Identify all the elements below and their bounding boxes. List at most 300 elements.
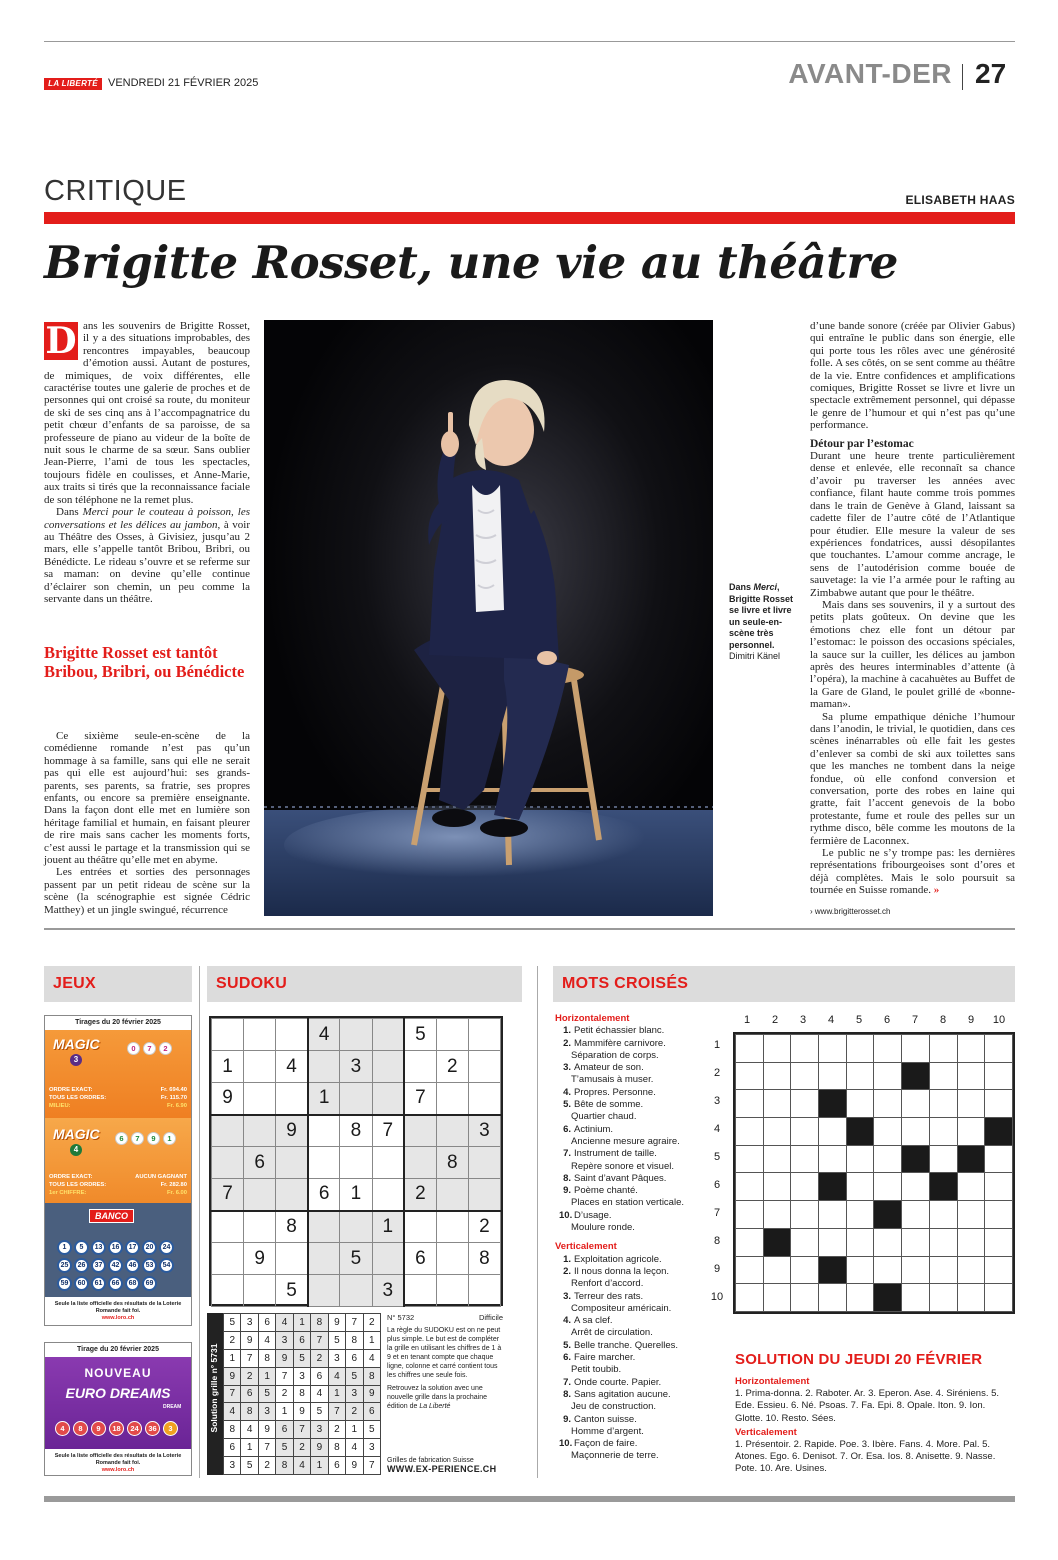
- sudoku-cell[interactable]: [372, 1083, 404, 1115]
- solution-cell: 1: [346, 1421, 363, 1439]
- clue-text: Propres. Personne.: [574, 1086, 656, 1098]
- lottery-ball: 18: [109, 1421, 124, 1436]
- lottery-ball: 9: [147, 1132, 160, 1145]
- crossword-cell[interactable]: [957, 1035, 985, 1063]
- sudoku-cell[interactable]: [436, 1211, 468, 1243]
- sudoku-cell[interactable]: [468, 1275, 500, 1307]
- clue-text: Maçonnerie de terre.: [571, 1450, 659, 1462]
- sudoku-cell[interactable]: 9: [276, 1115, 308, 1147]
- clue-number: 6.: [563, 1352, 571, 1364]
- sudoku-cell[interactable]: 7: [372, 1115, 404, 1147]
- sudoku-grid[interactable]: [209, 1016, 503, 1306]
- clue-text: Canton suisse.: [574, 1413, 637, 1425]
- crossword-cell[interactable]: [736, 1201, 764, 1229]
- sudoku-cell[interactable]: [244, 1115, 276, 1147]
- solution-cell: 3: [346, 1385, 363, 1403]
- crossword-cell[interactable]: [846, 1284, 874, 1312]
- clue-number: 7.: [563, 1148, 571, 1160]
- crossword-cell[interactable]: [874, 1145, 902, 1173]
- crossword-cell[interactable]: [819, 1035, 847, 1063]
- clue-text: Repère sonore et visuel.: [571, 1160, 674, 1172]
- crossword-cell[interactable]: [929, 1035, 957, 1063]
- crossword-cell[interactable]: [819, 1062, 847, 1090]
- clue: [555, 1062, 705, 1074]
- sudoku-cell[interactable]: [436, 1083, 468, 1115]
- sudoku-cell[interactable]: [340, 1275, 372, 1307]
- clue: [555, 1352, 705, 1364]
- clue-text: Belle tranche. Querelles.: [574, 1339, 679, 1351]
- crossword-cell[interactable]: [874, 1256, 902, 1284]
- crossword-cell[interactable]: [929, 1256, 957, 1284]
- lottery-ball: 7: [143, 1042, 156, 1055]
- clue-text: Moulure ronde.: [571, 1222, 635, 1234]
- crossword-cell[interactable]: [985, 1173, 1013, 1201]
- crossword-cell[interactable]: [985, 1201, 1013, 1229]
- crossword-cell[interactable]: [763, 1173, 791, 1201]
- sudoku-cell[interactable]: [372, 1019, 404, 1051]
- crossword-cell[interactable]: [846, 1062, 874, 1090]
- crossword-cell[interactable]: [957, 1201, 985, 1229]
- sudoku-cell[interactable]: 2: [436, 1051, 468, 1083]
- sudoku-cell[interactable]: [244, 1275, 276, 1307]
- sudoku-cell[interactable]: [436, 1019, 468, 1051]
- solution-cell: 2: [311, 1349, 328, 1367]
- sudoku-cell[interactable]: 1: [308, 1083, 340, 1115]
- crossword-cell[interactable]: [819, 1201, 847, 1229]
- nouveau-label: NOUVEAU: [84, 1366, 152, 1380]
- prize-row: 1er CHIFFRE: Fr. 6.00: [49, 1190, 187, 1196]
- sudoku-cell[interactable]: [436, 1243, 468, 1275]
- crossword-cell[interactable]: [902, 1228, 930, 1256]
- crossword-cell[interactable]: [736, 1256, 764, 1284]
- crossword-cell[interactable]: [819, 1228, 847, 1256]
- solution-cell: 1: [363, 1331, 381, 1349]
- sudoku-retrouvez: Retrouvez la solution avec une nouvelle grille dans la prochaine édition de La Liberté: [387, 1385, 488, 1410]
- solution-cell: 5: [258, 1385, 275, 1403]
- sudoku-cell[interactable]: [244, 1211, 276, 1243]
- sudoku-cell[interactable]: [468, 1051, 500, 1083]
- sudoku-cell[interactable]: [276, 1147, 308, 1179]
- crossword-black-cell: [874, 1201, 902, 1229]
- crossword-cell[interactable]: [736, 1284, 764, 1312]
- crossword-cell[interactable]: [957, 1256, 985, 1284]
- crossword-cell[interactable]: [791, 1118, 819, 1146]
- solution-cell: 8: [276, 1457, 293, 1475]
- crossword-cell[interactable]: [874, 1035, 902, 1063]
- solution-cell: 6: [363, 1403, 381, 1421]
- sudoku-cell[interactable]: 1: [340, 1179, 372, 1211]
- crossword-cell[interactable]: [763, 1145, 791, 1173]
- crossword-cell[interactable]: [902, 1035, 930, 1063]
- clue-number: 4.: [563, 1086, 571, 1098]
- sudoku-cell[interactable]: 4: [308, 1019, 340, 1051]
- sudoku-cell[interactable]: [212, 1243, 244, 1275]
- clue-number: 8.: [563, 1172, 571, 1184]
- crossword-cell[interactable]: [874, 1062, 902, 1090]
- crossword-cell[interactable]: [763, 1062, 791, 1090]
- article-column-1-bottom: [44, 730, 250, 916]
- sudoku-table: [211, 1018, 501, 1307]
- magic4-panel: [45, 1118, 191, 1203]
- crossword-cell[interactable]: [957, 1284, 985, 1312]
- solution-cell: 4: [258, 1331, 275, 1349]
- crossword-cell[interactable]: [902, 1173, 930, 1201]
- solution-cell: 2: [241, 1367, 258, 1385]
- crossword-cell[interactable]: [929, 1118, 957, 1146]
- sudoku-cell[interactable]: [244, 1179, 276, 1211]
- clue: [555, 1148, 705, 1160]
- solution-cell: 4: [363, 1349, 381, 1367]
- clue-text: Façon de faire.: [574, 1438, 638, 1450]
- clue: [555, 1210, 705, 1222]
- sudoku-cell[interactable]: [468, 1179, 500, 1211]
- crossword-cell[interactable]: [846, 1145, 874, 1173]
- crossword-cell[interactable]: [846, 1173, 874, 1201]
- row-number: 4: [713, 1123, 721, 1135]
- sudoku-cell[interactable]: 3: [372, 1275, 404, 1307]
- row-number: 8: [713, 1235, 721, 1247]
- solution-cell: 3: [224, 1457, 241, 1475]
- sudoku-cell[interactable]: 1: [372, 1211, 404, 1243]
- solution-cell: 8: [311, 1314, 328, 1332]
- sudoku-url[interactable]: WWW.EX-PERIENCE.CH: [387, 1464, 497, 1474]
- solution-row: [224, 1439, 381, 1457]
- clue-text: Quartier chaud.: [571, 1111, 637, 1123]
- sudoku-cell[interactable]: 4: [276, 1051, 308, 1083]
- crossword-cell[interactable]: [874, 1173, 902, 1201]
- crossword-cell[interactable]: [846, 1201, 874, 1229]
- sudoku-cell[interactable]: 3: [340, 1051, 372, 1083]
- solution-cell: 5: [363, 1421, 381, 1439]
- clue-text: Petit toubib.: [571, 1364, 622, 1376]
- lottery-disclaimer: Seule la liste officielle des résultats de la Loterie Romande fait foi. www.loro.ch: [45, 1297, 191, 1322]
- clue-text: Jeu de construction.: [571, 1401, 657, 1413]
- prize-row: MILIEU: Fr. 6.90: [49, 1103, 187, 1109]
- sudoku-cell[interactable]: [372, 1147, 404, 1179]
- crossword-black-cell: [819, 1173, 847, 1201]
- sudoku-cell[interactable]: [404, 1115, 436, 1147]
- sudoku-row: [212, 1243, 501, 1275]
- crossword-cell[interactable]: [736, 1145, 764, 1173]
- sudoku-cell[interactable]: [468, 1083, 500, 1115]
- sudoku-header: SUDOKU: [207, 966, 522, 1002]
- sudoku-cell[interactable]: 9: [212, 1083, 244, 1115]
- lottery-ball: 9: [91, 1421, 106, 1436]
- sudoku-cell[interactable]: 7: [212, 1179, 244, 1211]
- sudoku-cell[interactable]: [212, 1019, 244, 1051]
- crossword-cell[interactable]: [957, 1173, 985, 1201]
- page-number: 27: [975, 58, 1007, 89]
- magic3-prizes: [45, 1086, 191, 1110]
- crossword-row: [736, 1062, 1013, 1090]
- sudoku-cell[interactable]: [372, 1179, 404, 1211]
- crossword-cell[interactable]: [985, 1145, 1013, 1173]
- crossword-cell[interactable]: [819, 1118, 847, 1146]
- solution-row: [224, 1349, 381, 1367]
- crossword-cell[interactable]: [791, 1284, 819, 1312]
- sudoku-cell[interactable]: 6: [308, 1179, 340, 1211]
- sudoku-cell[interactable]: [340, 1147, 372, 1179]
- crossword-cell[interactable]: [902, 1201, 930, 1229]
- crossword-cell[interactable]: [763, 1201, 791, 1229]
- sudoku-cell[interactable]: 5: [340, 1243, 372, 1275]
- clue-number: 5.: [563, 1099, 571, 1111]
- crossword-cell[interactable]: [791, 1090, 819, 1118]
- crossword-cell[interactable]: [846, 1228, 874, 1256]
- crossword-cell[interactable]: [985, 1062, 1013, 1090]
- banco-ball: 24: [159, 1240, 174, 1255]
- crossword-cell[interactable]: [819, 1145, 847, 1173]
- crossword-cell[interactable]: [846, 1035, 874, 1063]
- sudoku-cell[interactable]: [212, 1211, 244, 1243]
- sudoku-cell[interactable]: [404, 1051, 436, 1083]
- article-subhead: Détour par l’estomac: [810, 437, 914, 450]
- clue: [555, 1185, 705, 1197]
- crossword-cell[interactable]: [929, 1284, 957, 1312]
- crossword-cell[interactable]: [957, 1062, 985, 1090]
- sudoku-cell[interactable]: [276, 1179, 308, 1211]
- crossword-cell[interactable]: [874, 1118, 902, 1146]
- solution-cell: 3: [258, 1403, 275, 1421]
- solution-cell: 6: [346, 1349, 363, 1367]
- sudoku-cell[interactable]: [468, 1147, 500, 1179]
- sudoku-cell[interactable]: [308, 1275, 340, 1307]
- crossword-cell[interactable]: [902, 1090, 930, 1118]
- solution-cell: 9: [293, 1403, 310, 1421]
- clue: [555, 1340, 705, 1352]
- solution-cell: 6: [258, 1314, 275, 1332]
- solution-cell: 4: [346, 1439, 363, 1457]
- crossword-cell[interactable]: [957, 1228, 985, 1256]
- sudoku-cell[interactable]: 1: [212, 1051, 244, 1083]
- sudoku-cell[interactable]: [404, 1275, 436, 1307]
- clue-text: Onde courte. Papier.: [574, 1376, 662, 1388]
- sudoku-cell[interactable]: [276, 1083, 308, 1115]
- sudoku-cell[interactable]: [436, 1275, 468, 1307]
- solution-cell: 5: [241, 1457, 258, 1475]
- crossword-row: [736, 1173, 1013, 1201]
- solution-row: [224, 1367, 381, 1385]
- row-number: 9: [713, 1263, 721, 1275]
- crossword-cell[interactable]: [791, 1173, 819, 1201]
- crossword-cell[interactable]: [957, 1090, 985, 1118]
- red-rule: [44, 212, 1015, 224]
- clue-text: Exploitation agricole.: [574, 1253, 662, 1265]
- sudoku-cell[interactable]: 7: [404, 1083, 436, 1115]
- solution-cell: 5: [311, 1403, 328, 1421]
- crossword-cell[interactable]: [957, 1118, 985, 1146]
- crossword-cell[interactable]: [736, 1090, 764, 1118]
- sudoku-cell[interactable]: [468, 1019, 500, 1051]
- crossword-cell[interactable]: [929, 1145, 957, 1173]
- crossword-cell[interactable]: [985, 1035, 1013, 1063]
- crossword-cell[interactable]: [902, 1284, 930, 1312]
- loro-link[interactable]: www.loro.ch: [101, 1467, 135, 1473]
- crossword-cell[interactable]: [736, 1062, 764, 1090]
- sudoku-cell[interactable]: [340, 1019, 372, 1051]
- lottery-ball: 24: [127, 1421, 142, 1436]
- solution-cell: 3: [293, 1367, 310, 1385]
- sudoku-cell[interactable]: 8: [468, 1243, 500, 1275]
- crossword-cell[interactable]: [985, 1256, 1013, 1284]
- sudoku-cell[interactable]: 6: [244, 1147, 276, 1179]
- crossword-cell[interactable]: [736, 1228, 764, 1256]
- clue-number: 10.: [559, 1438, 573, 1450]
- banco-ball: 69: [142, 1276, 157, 1291]
- sudoku-cell[interactable]: [340, 1211, 372, 1243]
- loro-link[interactable]: www.loro.ch: [101, 1315, 135, 1321]
- sudoku-cell[interactable]: [308, 1115, 340, 1147]
- lottery-ball: 36: [145, 1421, 160, 1436]
- sudoku-cell[interactable]: [244, 1051, 276, 1083]
- magic3-balls: [127, 1042, 172, 1055]
- eurodreams-box: [44, 1342, 192, 1476]
- sudoku-cell[interactable]: [308, 1051, 340, 1083]
- sudoku-cell[interactable]: [212, 1275, 244, 1307]
- sudoku-solution-table: [223, 1313, 381, 1475]
- sudoku-cell[interactable]: [436, 1179, 468, 1211]
- crossword-cell[interactable]: [902, 1118, 930, 1146]
- crossword-cell[interactable]: [763, 1090, 791, 1118]
- sudoku-cell[interactable]: 8: [340, 1115, 372, 1147]
- crossword-cell[interactable]: [874, 1228, 902, 1256]
- crossword-cell[interactable]: [736, 1118, 764, 1146]
- crossword-cell[interactable]: [791, 1035, 819, 1063]
- jeux-header: JEUX: [44, 966, 192, 1002]
- clue-text: Instrument de taille.: [574, 1148, 657, 1160]
- lottery-results-box: [44, 1015, 192, 1326]
- article-headline: Brigitte Rosset, une vie au théâtre: [44, 236, 898, 289]
- crossword-cell[interactable]: [929, 1201, 957, 1229]
- clue: [555, 1124, 705, 1136]
- crossword-cell[interactable]: [763, 1284, 791, 1312]
- sudoku-cell[interactable]: 5: [276, 1275, 308, 1307]
- clue: [555, 1099, 705, 1111]
- solution-cell: 7: [276, 1367, 293, 1385]
- crossword-cell[interactable]: [985, 1228, 1013, 1256]
- clue-text: Il nous donna la leçon.: [574, 1265, 670, 1277]
- crossword-black-cell: [846, 1118, 874, 1146]
- clues-horizontal-title: Horizontalement: [555, 1013, 630, 1024]
- crossword-cell[interactable]: [846, 1256, 874, 1284]
- crossword-cell[interactable]: [846, 1090, 874, 1118]
- clues-vertical-title: Verticalement: [555, 1241, 617, 1253]
- website-link[interactable]: › www.brigitterosset.ch: [810, 907, 891, 916]
- crossword-cell[interactable]: [929, 1090, 957, 1118]
- sudoku-cell[interactable]: [404, 1147, 436, 1179]
- crossword-cell[interactable]: [763, 1256, 791, 1284]
- crossword-cell[interactable]: [763, 1118, 791, 1146]
- crossword-solution: Horizontalement 1. Prima-donna. 2. Raboter. Ar. 3. Eperon. Ase. 4. Siréniens. 5. Ede. Essieu. 6. Né. Psoas. 7. Fa. Epi. 8. Opale. Iton. 9. Ion. Glotte. 10. Resto. Sées. Verticalement 1. Présentoir. 2. Rapide. Poe. 3. Ibère. Fans. 4. More. Pal. 5. Atones. Ego. 6. Denisot. 7. Or. Esa. Ios. 8. Anisette. 9. Nasse. Pote. 10. Are. Usines.: [735, 1376, 1015, 1476]
- clue-number: 9.: [563, 1185, 571, 1197]
- clue-number: 5.: [563, 1339, 571, 1351]
- crossword-grid[interactable]: [733, 1032, 1015, 1314]
- banco-ball: 53: [142, 1258, 157, 1273]
- crossword-cell[interactable]: [902, 1256, 930, 1284]
- sudoku-cell[interactable]: [308, 1211, 340, 1243]
- solution-cell: 7: [258, 1439, 275, 1457]
- paragraph: Mais dans ses souvenirs, il y a surtout des petits plats goûteux. On devine que les émotions chez elle font un détour par l’estomac: le poisson des occasions spéciales, la sauce sur la cuiller, les délices au jambon après des heures interminables d’attente (à l’opéra), la machine à cacahuètes au Buffet de la Gare de Gland, le poulet grillé de «bonne-maman».: [810, 598, 1015, 711]
- banco-ball: 54: [159, 1258, 174, 1273]
- sudoku-cell[interactable]: 8: [276, 1211, 308, 1243]
- sudoku-cell[interactable]: 3: [468, 1115, 500, 1147]
- sudoku-cell[interactable]: [340, 1083, 372, 1115]
- sudoku-cell[interactable]: 6: [404, 1243, 436, 1275]
- column-divider: [537, 966, 538, 1478]
- sudoku-cell[interactable]: [276, 1019, 308, 1051]
- clue-text: Mammifère carnivore.: [574, 1037, 666, 1049]
- crossword-cell[interactable]: [874, 1090, 902, 1118]
- solution-cell: 3: [328, 1349, 345, 1367]
- sudoku-cell[interactable]: 2: [468, 1211, 500, 1243]
- eurodreams-panel: [45, 1357, 191, 1449]
- sudoku-row: [212, 1147, 501, 1179]
- crossword-cell[interactable]: [985, 1284, 1013, 1312]
- column-number: 6: [883, 1014, 891, 1026]
- crossword-cell[interactable]: [736, 1035, 764, 1063]
- crossword-cell[interactable]: [791, 1201, 819, 1229]
- crossword-cell[interactable]: [791, 1145, 819, 1173]
- sudoku-cell[interactable]: [212, 1115, 244, 1147]
- article-author: ELISABETH HAAS: [905, 193, 1015, 207]
- crossword-cell[interactable]: [985, 1090, 1013, 1118]
- lottery-ball: 0: [127, 1042, 140, 1055]
- banco-ball: 68: [125, 1276, 140, 1291]
- crossword-cell[interactable]: [791, 1062, 819, 1090]
- sudoku-info: [387, 1313, 503, 1415]
- crossword-cell[interactable]: [929, 1228, 957, 1256]
- sudoku-cell[interactable]: 8: [436, 1147, 468, 1179]
- solution-cell: 8: [363, 1367, 381, 1385]
- sudoku-difficulty: Difficile: [478, 1313, 503, 1322]
- crossword-cell[interactable]: [791, 1228, 819, 1256]
- sudoku-cell[interactable]: [308, 1147, 340, 1179]
- clue-number: 3.: [563, 1062, 571, 1074]
- eurodreams-balls: [55, 1421, 178, 1436]
- solution-cell: 2: [293, 1439, 310, 1457]
- solution-cell: 8: [258, 1349, 275, 1367]
- sudoku-cell[interactable]: [212, 1147, 244, 1179]
- column-number: 9: [967, 1014, 975, 1026]
- crossword-cell[interactable]: [791, 1256, 819, 1284]
- sudoku-cell[interactable]: [436, 1115, 468, 1147]
- clue: [555, 1254, 705, 1266]
- crossword-cell[interactable]: [763, 1035, 791, 1063]
- sudoku-cell[interactable]: [372, 1051, 404, 1083]
- sudoku-cell[interactable]: [276, 1243, 308, 1275]
- sudoku-cell[interactable]: [308, 1243, 340, 1275]
- sudoku-cell[interactable]: 9: [244, 1243, 276, 1275]
- clue-number: 10.: [559, 1209, 573, 1221]
- banco-logo: BANCO: [89, 1209, 134, 1223]
- sudoku-cell[interactable]: [404, 1211, 436, 1243]
- banco-ball: 59: [57, 1276, 72, 1291]
- crossword-cell[interactable]: [736, 1173, 764, 1201]
- solution-cell: 8: [346, 1331, 363, 1349]
- sudoku-cell[interactable]: 5: [404, 1019, 436, 1051]
- crossword-cell[interactable]: [819, 1284, 847, 1312]
- sudoku-cell[interactable]: [244, 1019, 276, 1051]
- sudoku-cell[interactable]: [244, 1083, 276, 1115]
- sudoku-cell[interactable]: 2: [404, 1179, 436, 1211]
- solution-cell: 3: [311, 1421, 328, 1439]
- paragraph: Les entrées et sorties des personnages passent par un petit rideau de scène sur la scène (la scénographie est signée Cédric Matthey) et un jingle swingué, récurrence: [44, 866, 250, 916]
- sudoku-meta: [387, 1313, 503, 1322]
- masthead-logo: LA LIBERTÉ: [44, 78, 102, 90]
- solution-cell: 9: [363, 1385, 381, 1403]
- sudoku-cell[interactable]: [372, 1243, 404, 1275]
- crossword-cell[interactable]: [929, 1062, 957, 1090]
